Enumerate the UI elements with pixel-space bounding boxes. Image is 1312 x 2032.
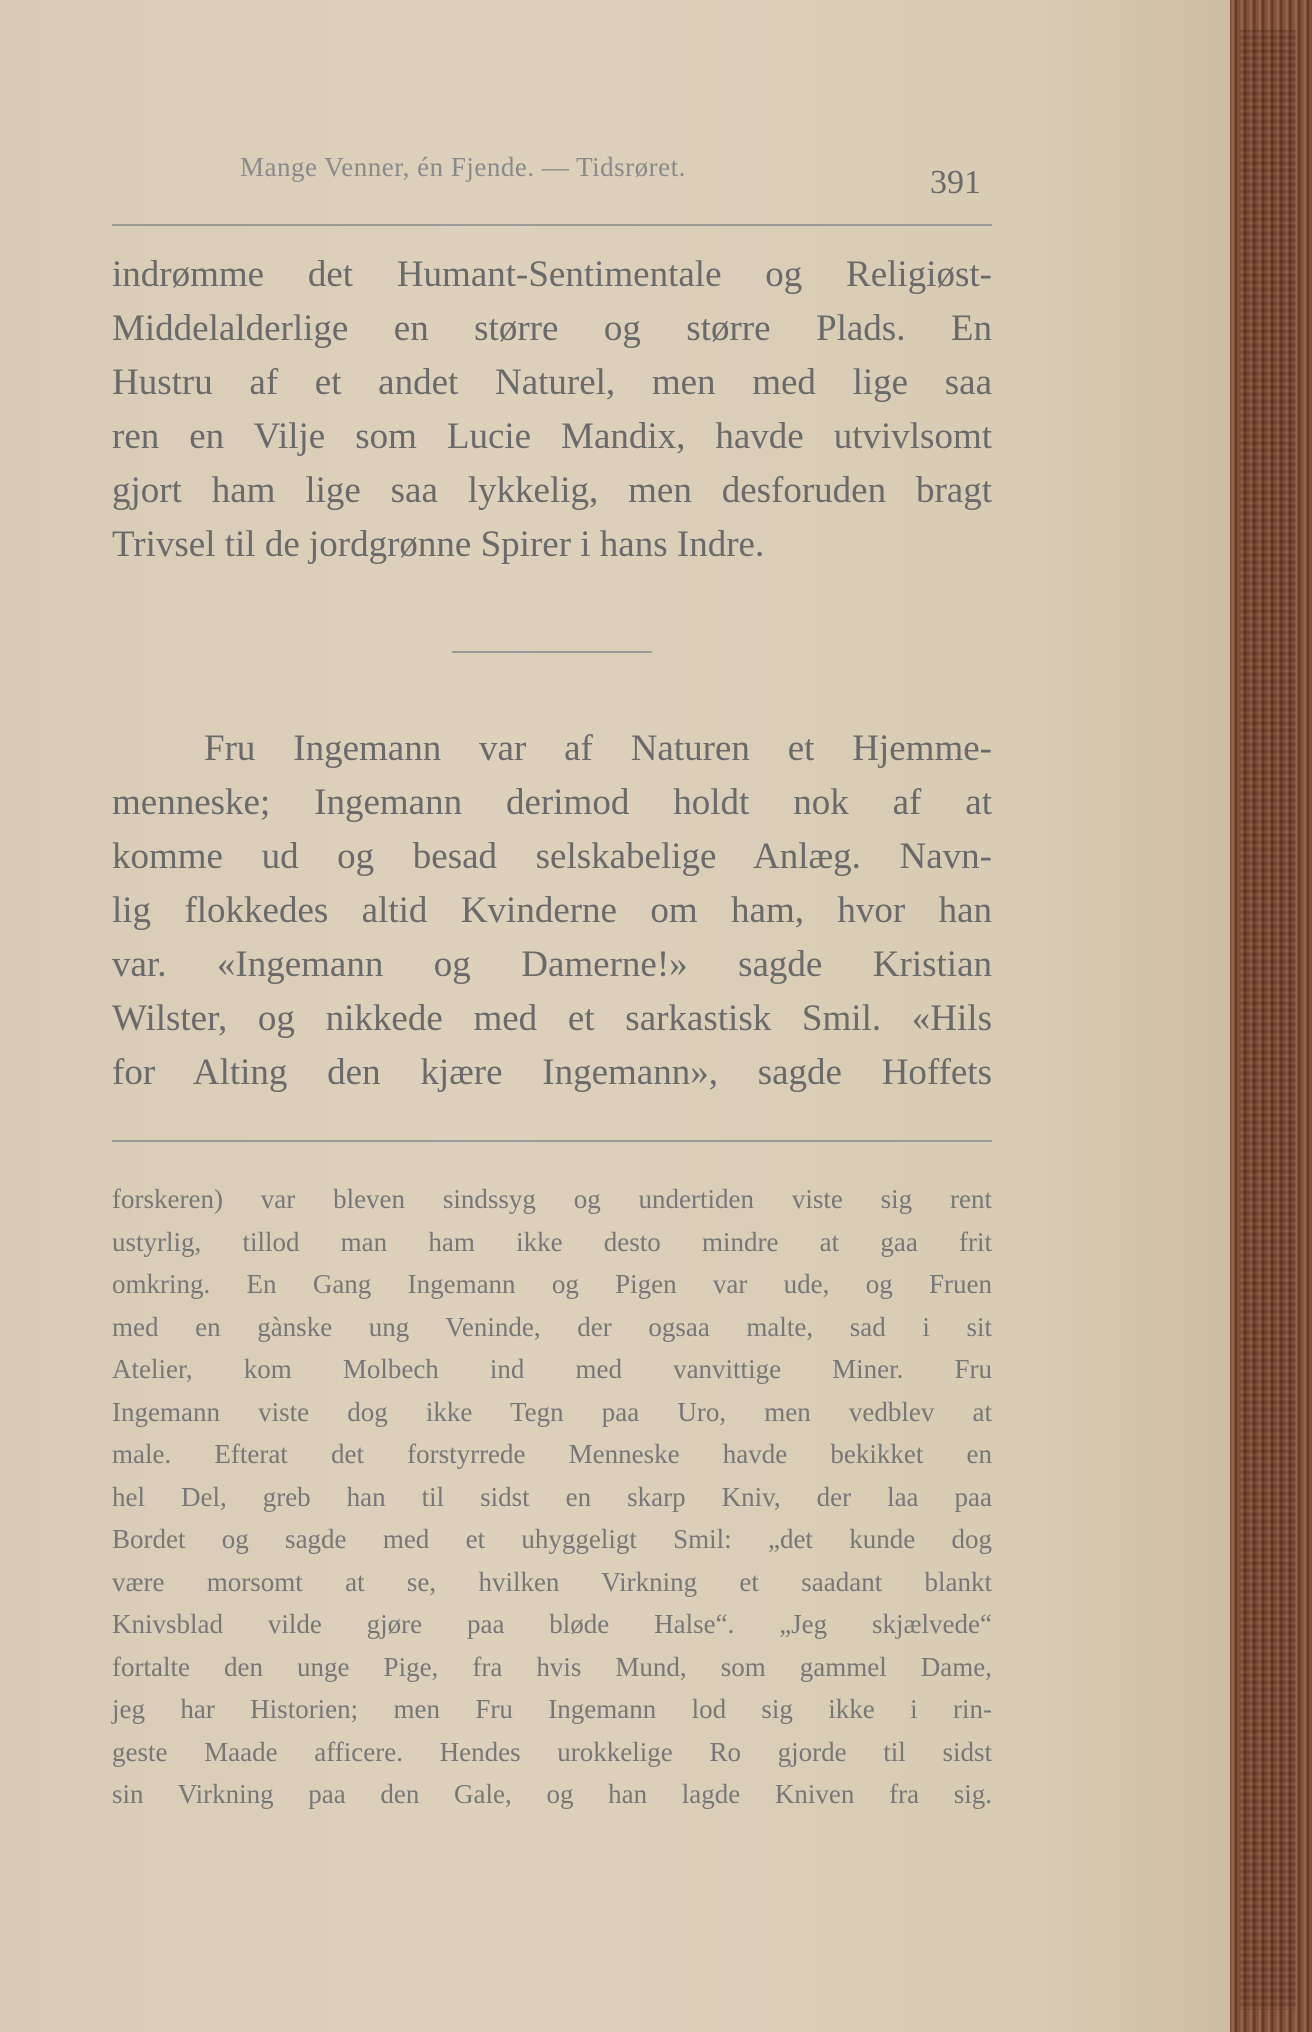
footnote (112, 1178, 992, 1816)
text-line: menneske; Ingemann derimod holdt nok af at (112, 782, 992, 823)
footnote-line: fortalte den unge Pige, fra hvis Mund, som gammel Dame, (112, 1651, 992, 1682)
footnote-line: Ingemann viste dog ikke Tegn paa Uro, men vedblev at (112, 1396, 992, 1427)
footnote-line: male. Efterat det forstyrrede Menneske havde bekikket en (112, 1439, 992, 1469)
text-line: Middelalderlige en større og større Plads. En (112, 308, 992, 349)
text-line: Hustru af et andet Naturel, men med lige saa (112, 362, 992, 403)
header-rule (112, 224, 992, 226)
paragraph-1 (112, 248, 992, 572)
footnote-line: Knivsblad vilde gjøre paa bløde Halse“. „Jeg skjælvede“ (112, 1609, 992, 1639)
text-line: var. «Ingemann og Damerne!» sagde Kristian (112, 944, 992, 985)
text-line: Fru Ingemann var af Naturen et Hjemme- (204, 728, 992, 769)
footnote-line: sin Virkning paa den Gale, og han lagde Kniven fra sig. (112, 1779, 992, 1809)
section-divider (452, 651, 652, 653)
footnote-line: hel Del, greb han til sidst en skarp Kniv, der laa paa (112, 1481, 992, 1512)
book-page-edges-texture (1240, 30, 1296, 2010)
text-line: ren en Vilje som Lucie Mandix, havde utvivlsomt (112, 416, 992, 457)
footnote-line: geste Maade afficere. Hendes urokkelige Ro gjorde til sidst (112, 1736, 992, 1767)
footnote-line: med en gànske ung Veninde, der ogsaa malte, sad i sit (112, 1311, 992, 1342)
footnote-rule (112, 1140, 992, 1142)
footnote-line: forskeren) var bleven sindssyg og undertiden viste sig rent (112, 1184, 992, 1214)
page-number: 391 (930, 164, 981, 201)
text-line: Trivsel til de jordgrønne Spirer i hans Indre. (112, 524, 765, 565)
text-line: lig flokkedes altid Kvinderne om ham, hvor han (112, 890, 992, 931)
footnote-line: omkring. En Gang Ingemann og Pigen var ude, og Fruen (112, 1269, 992, 1299)
text-line: Wilster, og nikkede med et sarkastisk Smil. «Hils (112, 998, 992, 1039)
text-line: komme ud og besad selskabelige Anlæg. Navn- (112, 836, 992, 877)
footnote-line: Bordet og sagde med et uhyggeligt Smil: „det kunde dog (112, 1524, 992, 1554)
paragraph-2 (112, 722, 992, 1100)
text-line: gjort ham lige saa lykkelig, men desforuden bragt (112, 470, 992, 511)
footnote-line: jeg har Historien; men Fru Ingemann lod sig ikke i rin- (112, 1694, 992, 1724)
footnote-line: ustyrlig, tillod man ham ikke desto mindre at gaa frit (112, 1226, 992, 1257)
running-header: Mange Venner, én Fjende. — Tidsrøret. (240, 152, 686, 182)
text-line: for Alting den kjære Ingemann», sagde Hoffets (112, 1052, 992, 1093)
footnote-line: Atelier, kom Molbech ind med vanvittige Miner. Fru (112, 1354, 992, 1384)
footnote-line: være morsomt at se, hvilken Virkning et saadant blankt (112, 1566, 992, 1597)
text-line: indrømme det Humant-Sentimentale og Religiøst- (112, 254, 992, 295)
